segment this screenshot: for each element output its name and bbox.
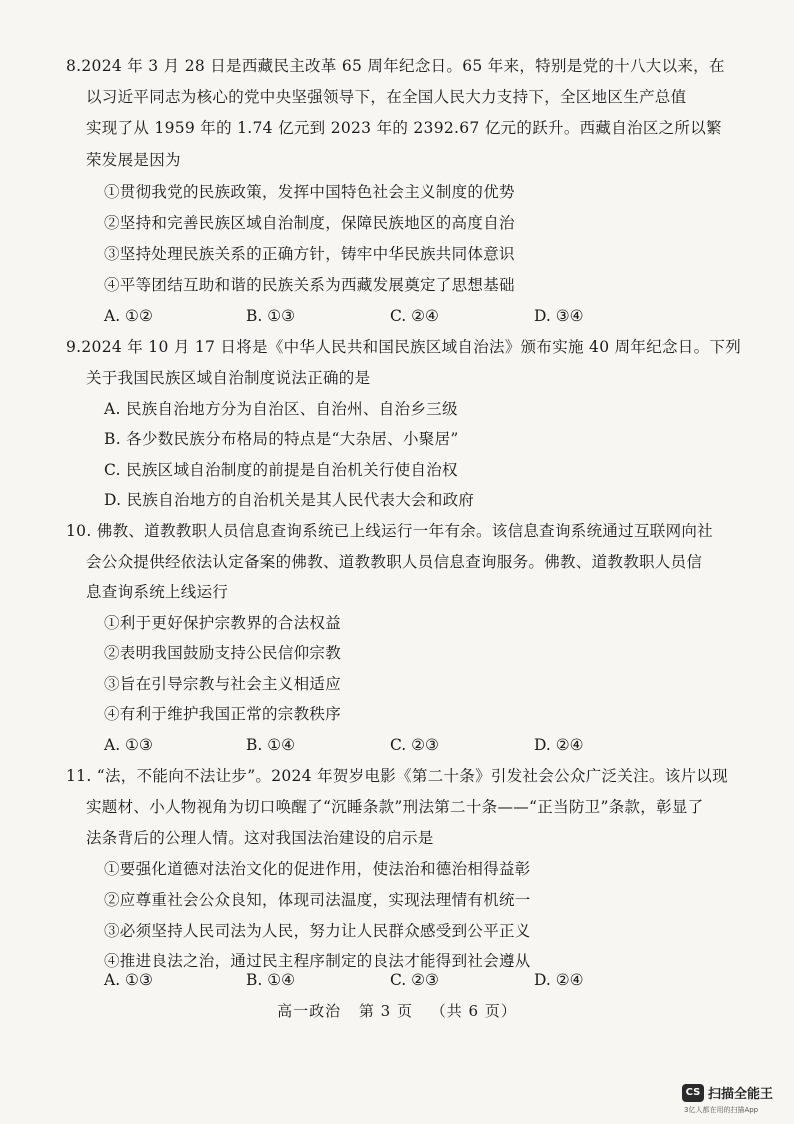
question-8-stem-line-2: 以习近平同志为核心的党中央坚强领导下，在全国人民大力支持下，全区地区生产总值 bbox=[86, 88, 687, 106]
watermark-app-name: 扫描全能王 bbox=[708, 1087, 774, 1102]
question-8-choice-b[interactable]: B. ①③ bbox=[246, 307, 296, 325]
question-10-statement-1: ①利于更好保护宗教界的合法权益 bbox=[104, 614, 342, 632]
question-10-choice-d[interactable]: D. ②④ bbox=[534, 736, 584, 754]
question-11-choice-b[interactable]: B. ①④ bbox=[246, 971, 296, 989]
question-11-stem-line-3: 法条背后的公理人情。这对我国法治建设的启示是 bbox=[86, 829, 434, 847]
footer-total-pages: （共 6 页） bbox=[430, 1002, 517, 1020]
question-11-stem-line-2: 实题材、小人物视角为切口唤醒了“沉睡条款”刑法第二十条——“正当防卫”条款，彰显了 bbox=[86, 798, 704, 816]
question-9-stem-line-1: 9.2024 年 10 月 17 日将是《中华人民共和国民族区域自治法》颁布实施 40 周年纪念日。下列 bbox=[66, 338, 741, 356]
question-11-choice-c[interactable]: C. ②③ bbox=[390, 971, 439, 989]
question-10-stem-line-2: 会公众提供经依法认定备案的佛教、道教教职人员信息查询服务。佛教、道教教职人员信 bbox=[86, 553, 703, 571]
question-11-statement-1: ①要强化道德对法治文化的促进作用，使法治和德治相得益彰 bbox=[104, 860, 531, 878]
question-11-statement-3: ③必须坚持人民司法为人民，努力让人民群众感受到公平正义 bbox=[104, 922, 531, 940]
question-9-choice-d[interactable]: D. 民族自治地方的自治机关是其人民代表大会和政府 bbox=[104, 491, 475, 509]
footer-page-number: 第 3 页 bbox=[358, 1002, 413, 1020]
page-footer bbox=[0, 1000, 794, 1021]
question-8-statement-1: ①贯彻我党的民族政策，发挥中国特色社会主义制度的优势 bbox=[104, 183, 515, 201]
question-10-statement-2: ②表明我国鼓励支持公民信仰宗教 bbox=[104, 644, 342, 662]
question-8-stem-line-4: 荣发展是因为 bbox=[86, 151, 181, 169]
question-9-choice-c[interactable]: C. 民族区域自治制度的前提是自治机关行使自治权 bbox=[104, 461, 458, 479]
question-8-statement-4: ④平等团结互助和谐的民族关系为西藏发展奠定了思想基础 bbox=[104, 276, 515, 294]
question-8-choice-a[interactable]: A. ①② bbox=[104, 307, 153, 325]
question-10-statement-3: ③旨在引导宗教与社会主义相适应 bbox=[104, 675, 342, 693]
question-8-choice-c[interactable]: C. ②④ bbox=[390, 307, 439, 325]
question-11-statement-2: ②应尊重社会公众良知，体现司法温度，实现法理情有机统一 bbox=[104, 891, 531, 909]
question-10-choice-a[interactable]: A. ①③ bbox=[104, 736, 153, 754]
question-8-stem-line-3: 实现了从 1959 年的 1.74 亿元到 2023 年的 2392.67 亿元的跃升。西藏自治区之所以繁 bbox=[86, 119, 722, 137]
camscanner-logo-icon: CS bbox=[682, 1084, 704, 1102]
question-10-stem-line-3: 息查询系统上线运行 bbox=[86, 583, 229, 601]
question-8-statement-3: ③坚持处理民族关系的正确方针，铸牢中华民族共同体意识 bbox=[104, 245, 515, 263]
question-10-choice-c[interactable]: C. ②③ bbox=[390, 736, 439, 754]
question-10-statement-4: ④有利于维护我国正常的宗教秩序 bbox=[104, 705, 342, 723]
footer-subject: 高一政治 bbox=[277, 1002, 342, 1020]
question-10-stem-line-1: 10. 佛教、道教教职人员信息查询系统已上线运行一年有余。该信息查询系统通过互联网向社 bbox=[66, 522, 713, 540]
question-11-choice-d[interactable]: D. ②④ bbox=[534, 971, 584, 989]
question-10-choice-b[interactable]: B. ①④ bbox=[246, 736, 296, 754]
question-8-choice-d[interactable]: D. ③④ bbox=[534, 307, 584, 325]
question-9-choice-b[interactable]: B. 各少数民族分布格局的特点是“大杂居、小聚居” bbox=[104, 430, 459, 448]
watermark-tagline: 3亿人都在用的扫描App bbox=[684, 1106, 759, 1114]
scanner-watermark bbox=[682, 1082, 790, 1118]
question-11-stem-line-1: 11. “法，不能向不法让步”。2024 年贺岁电影《第二十条》引发社会公众广泛关注。该片以现 bbox=[66, 767, 728, 785]
question-8-stem-line-1: 8.2024 年 3 月 28 日是西藏民主改革 65 周年纪念日。65 年来，特别是党的十八大以来，在 bbox=[66, 57, 725, 75]
question-11-choice-a[interactable]: A. ①③ bbox=[104, 971, 153, 989]
question-11-statement-4: ④推进良法之治，通过民主程序制定的良法才能得到社会遵从 bbox=[104, 952, 531, 970]
question-8-statement-2: ②坚持和完善民族区域自治制度，保障民族地区的高度自治 bbox=[104, 214, 515, 232]
question-9-choice-a[interactable]: A. 民族自治地方分为自治区、自治州、自治乡三级 bbox=[104, 400, 458, 418]
question-9-stem-line-2: 关于我国民族区域自治制度说法正确的是 bbox=[86, 369, 371, 387]
